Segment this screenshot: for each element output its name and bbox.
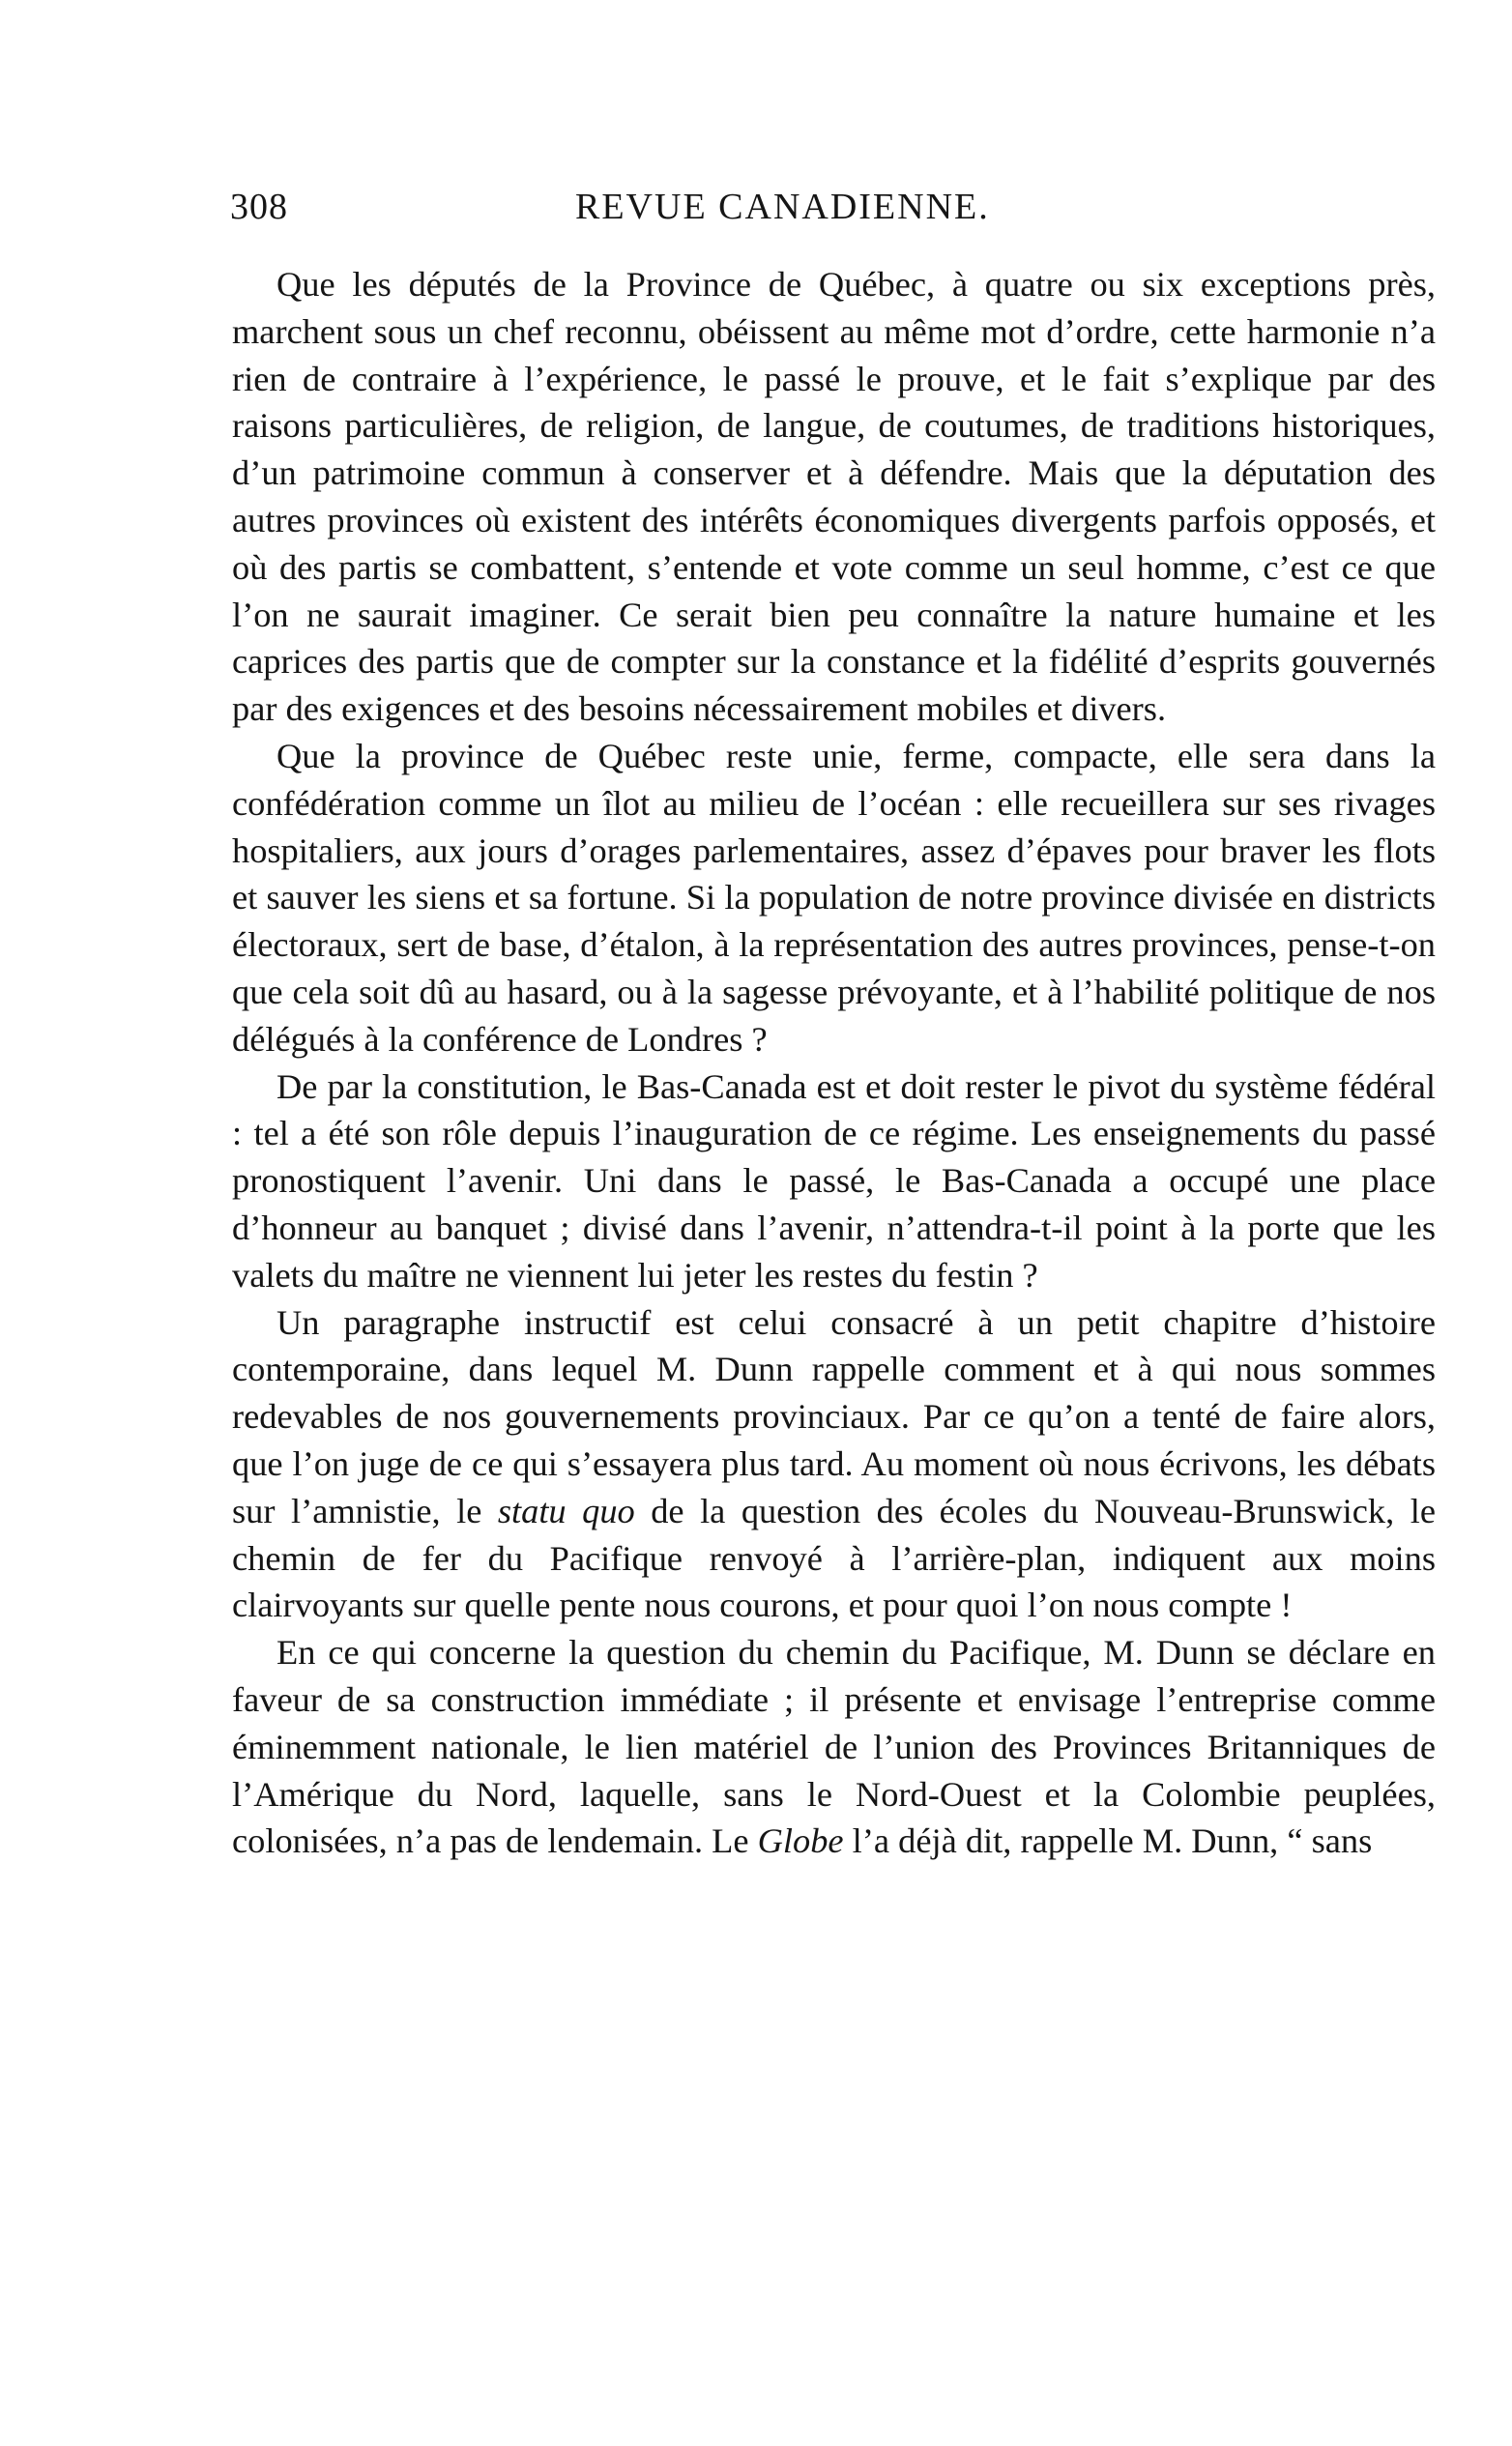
paragraph-text: En ce qui concerne la question du chemin du Pacifique, M. Dunn se déclare en faveur de sa construction immédiate ; il présente et envisage l’entreprise comme éminemment nationale, le lien matériel de l’union des Provinces Britanniques de l’Amérique du Nord, laquelle, sans le Nord-Ouest et la Colombie peuplées, colonisées, n’a pas de lendemain. Le [232, 1633, 1436, 1861]
paragraph-text: Que la province de Québec reste unie, ferme, compacte, elle sera dans la confédération comme un îlot au milieu de l’océan : elle recueillera sur ses rivages hospitaliers, aux jours d’orages parlementaires, assez d’épaves pour braver les flots et sauver les siens et sa fortune. Si la population de notre province divisée en districts électoraux, sert de base, d’étalon, à la représentation des autres provinces, pense-t-on que cela soit dû au hasard, ou à la sagesse prévoyante, et à l’habilité politique de nos délégués à la conférence de Londres ? [232, 736, 1436, 1059]
paragraph [232, 1063, 1436, 1299]
paragraph [232, 1629, 1436, 1865]
paragraph-text: Que les députés de la Province de Québec, à quatre ou six exceptions près, marchent sous un chef reconnu, obéissent au même mot d’ordre, cette harmonie n’a rien de contraire à l’expérience, le passé le prouve, et le fait s’explique par des raisons particulières, de religion, de langue, de coutumes, de traditions historiques, d’un patrimoine commun à conserver et à défendre. Mais que la députation des autres provinces où existent des intérêts économiques divergents parfois opposés, et où des partis se combattent, s’entende et vote comme un seul homme, c’est ce que l’on ne saurait imaginer. Ce serait bien peu connaître la nature humaine et les caprices des partis que de compter sur la constance et la fidélité d’esprits gouvernés par des exigences et des besoins nécessairement mobiles et divers. [232, 265, 1436, 729]
paragraph [232, 733, 1436, 1063]
page-header [230, 178, 1439, 236]
italic-latin-term: statu quo [497, 1491, 635, 1530]
italic-newspaper-title: Globe [757, 1821, 844, 1861]
paragraph [232, 1299, 1436, 1630]
paragraph-text: de la question des écoles du Nouveau-Brunswick, le chemin de fer du Pacifique renvoyé à l’arrière-plan, indiquent aux moins clairvoyants sur quelle pente nous courons, et pour quoi l’on nous compte ! [232, 1491, 1436, 1625]
paragraph-text: De par la constitution, le Bas-Canada est et doit rester le pivot du système fédéral : tel a été son rôle depuis l’inauguration de ce régime. Les enseignements du passé pronostiquent l’avenir. Uni dans le passé, le Bas-Canada a occupé une place d’honneur au banquet ; divisé dans l’avenir, n’attendra-t-il point à la porte que les valets du maître ne viennent lui jeter les restes du festin ? [232, 1066, 1436, 1295]
running-title: REVUE CANADIENNE. [575, 187, 990, 227]
page-number: 308 [230, 187, 288, 227]
paragraph [232, 261, 1436, 733]
paragraph-text: l’a déjà dit, rappelle M. Dunn, “ sans [843, 1821, 1373, 1861]
paragraph-text: Un paragraphe instructif est celui consacré à un petit chapitre d’histoire contemporaine, dans lequel M. Dunn rappelle comment et à qui nous sommes redevables de nos gouvernements provinciaux. Par ce qu’on a tenté de faire alors, que l’on juge de ce qui s’essayera plus tard. Au moment où nous écrivons, les débats sur l’amnistie, le [232, 1302, 1436, 1530]
body-text [232, 261, 1436, 1865]
